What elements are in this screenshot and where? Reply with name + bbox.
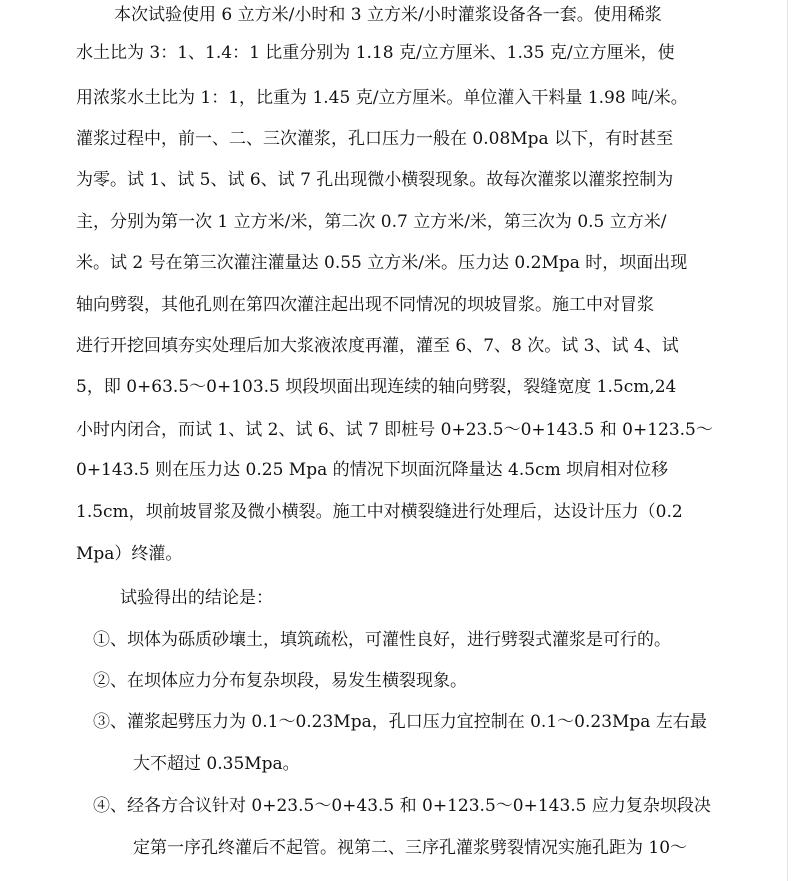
conclusion-item-continued: 大不超过 0.35Mpa。	[133, 754, 300, 774]
conclusion-item: ③、灌浆起劈压力为 0.1～0.23Mpa，孔口压力宜控制在 0.1～0.23Mpa 左右最	[93, 712, 707, 732]
text-line: 1.5cm，坝前坡冒浆及微小横裂。施工中对横裂缝进行处理后，达设计压力（0.2	[76, 502, 683, 522]
conclusion-item: ②、在坝体应力分布复杂坝段，易发生横裂现象。	[93, 671, 467, 691]
text-line: 本次试验使用 6 立方米/小时和 3 立方米/小时灌浆设备各一套。使用稀浆	[114, 5, 662, 25]
text-line: 小时内闭合，而试 1、试 2、试 6、试 7 即桩号 0+23.5～0+143.5 和 0+123.5～	[76, 420, 713, 440]
text-line: Mpa）终灌。	[76, 544, 183, 564]
conclusion-item: ④、经各方合议针对 0+23.5～0+43.5 和 0+123.5～0+143.5 应力复杂坝段决	[93, 796, 711, 816]
text-line: 为零。试 1、试 5、试 6、试 7 孔出现微小横裂现象。故每次灌浆以灌浆控制为	[76, 170, 674, 190]
text-line: 米。试 2 号在第三次灌注灌量达 0.55 立方米/米。压力达 0.2Mpa 时，坝面出现	[76, 253, 688, 273]
text-line: 主，分别为第一次 1 立方米/米，第二次 0.7 立方米/米，第三次为 0.5 立方米/	[76, 212, 667, 232]
text-line: 轴向劈裂，其他孔则在第四次灌注起出现不同情况的坝坡冒浆。施工中对冒浆	[76, 295, 654, 315]
text-line: 水土比为 3：1、1.4：1 比重分别为 1.18 克/立方厘米、1.35 克/立方厘米，使	[76, 43, 675, 63]
text-line: 灌浆过程中，前一、二、三次灌浆，孔口压力一般在 0.08Mpa 以下，有时甚至	[76, 129, 674, 149]
conclusion-item-continued: 定第一序孔终灌后不起管。视第二、三序孔灌浆劈裂情况实施孔距为 10～	[133, 838, 688, 858]
text-line: 5，即 0+63.5～0+103.5 坝段坝面出现连续的轴向劈裂，裂缝宽度 1.5cm,24	[76, 377, 677, 397]
text-line: 进行开挖回填夯实处理后加大浆液浓度再灌，灌至 6、7、8 次。试 3、试 4、试	[76, 336, 679, 356]
conclusion-item: ①、坝体为砾质砂壤土，填筑疏松，可灌性良好，进行劈裂式灌浆是可行的。	[93, 630, 671, 650]
text-line: 0+143.5 则在压力达 0.25 Mpa 的情况下坝面沉降量达 4.5cm 坝肩相对位移	[76, 460, 669, 480]
conclusion-heading: 试验得出的结论是：	[120, 588, 273, 608]
text-line: 用浓浆水土比为 1：1，比重为 1.45 克/立方厘米。单位灌入干料量 1.98 吨/米。	[76, 88, 688, 108]
page-edge-divider	[787, 0, 788, 881]
